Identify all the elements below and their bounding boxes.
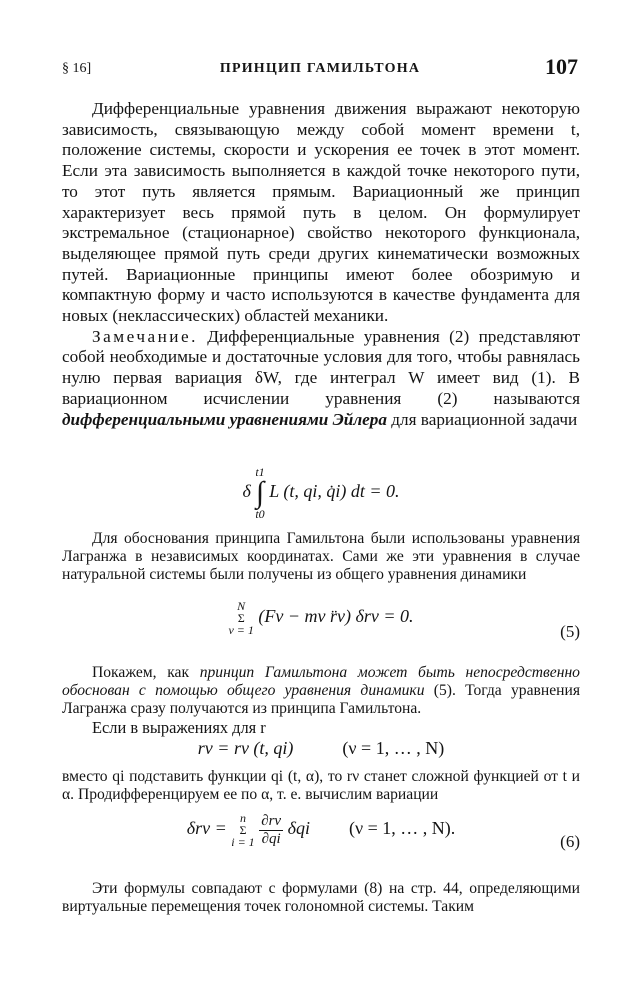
formula-variations-range: (ν = 1, … , N). <box>348 818 456 839</box>
formula-position <box>62 738 580 759</box>
paragraph-substitution: вместо qi подставить функции qi (t, α), то rν станет сложной функцией от t и α. Продифференцируем ее по α, т. е. вычислим вариации <box>62 768 580 804</box>
formula-position-range: (ν = 1, … , N) <box>342 738 445 758</box>
integral-upper: t1 <box>255 465 265 479</box>
body-block-2 <box>62 530 580 585</box>
partial-fraction <box>259 813 283 848</box>
body-block-4 <box>62 768 580 804</box>
equation-number-5: (5) <box>560 622 580 641</box>
formula-variations-tail: δqi <box>287 818 310 839</box>
sum-limits-6 <box>231 812 254 848</box>
remark-text-a: Дифференциальные уравнения (2) представляют собой необходимые и достаточные условия для того, чтобы равнялась нулю первая вариация δW, где интеграл W имеет вид (1). В вариационном исчислении уравнения (2) называются <box>62 326 580 408</box>
sum-limits-5 <box>228 600 253 636</box>
formula-position-body: rν = rν (t, qi) <box>197 738 294 758</box>
paragraph-derivation <box>62 664 580 719</box>
paragraph-expressions: Если в выражениях для r <box>92 717 266 737</box>
equation-number-6: (6) <box>560 832 580 851</box>
sum-upper-6: n <box>239 811 246 825</box>
paragraph-intro: Дифференциальные уравнения движения выражают некоторую зависимость, связывающую между собой момент времени t, положение системы, скорости и ускорения ее точек в этот момент. Если эта зависимость выполняется в каждой точке некоторого пути, то этот путь является прямым. Вариационный же принцип характеризует весь прямой путь в целом. Он формулирует экстремальное (стационарное) свойство некоторого функционала, выделяющее прямой путь среди других кинематически возможных путей. Вариационные принципы имеют более обозримую и компактную форму и часто используются в качестве фундамента для новых (неклассических) областей механики. <box>62 99 580 326</box>
sum-lower-5: ν = 1 <box>228 623 254 637</box>
integral-lower: t0 <box>255 507 265 521</box>
body-block-5 <box>62 880 580 916</box>
section-marker: § 16] <box>62 61 92 76</box>
page-number: 107 <box>545 54 578 79</box>
paragraph-lagrange: Для обоснования принципа Гамильтона были использованы уравнения Лагранжа в независимых координатах. Сами же эти уравнения в случае натуральной системы были получены из общего уравнения динамики <box>62 530 580 584</box>
sum-sign-6: Σ <box>239 823 247 837</box>
remark-label: Замечание. <box>92 326 198 346</box>
body-block-3 <box>62 664 580 737</box>
paragraph-remark <box>62 327 580 431</box>
sum-upper-5: N <box>237 599 246 613</box>
integral-limits <box>255 466 264 520</box>
formula-general-dynamics-body: (Fν − mν r̈ν) δrν = 0. <box>258 606 414 627</box>
integral-sign: ∫ <box>255 476 265 509</box>
sum-sign-5: Σ <box>237 611 245 625</box>
remark-emphasis: дифференциальными уравнениями Эйлера <box>62 409 387 429</box>
formula-euler: δ t1 ∫ t0 L (t, qi, q̇i) dt = 0. <box>242 465 400 521</box>
formula-euler-body: L (t, qi, q̇i) dt = 0. <box>269 481 400 502</box>
derivation-emphasis: принцип Гамильтона может быть непосредственно обоснован с помощью общего уравнения динамики <box>62 664 580 700</box>
sum-lower-6: i = 1 <box>231 835 255 849</box>
body-block-1 <box>62 99 580 430</box>
derivation-text-a: Покажем, как <box>92 664 200 681</box>
fraction-numerator: ∂rν <box>261 812 282 829</box>
formula-general-dynamics <box>62 599 580 641</box>
derivation-text-b: (5). Тогда уравнения Лагранжа сразу получаются из принципа Гамильтона. <box>62 682 580 718</box>
formula-variations <box>62 811 580 851</box>
paragraph-conclusion: Эти формулы совпадают с формулами (8) на стр. 44, определяющими виртуальные перемещения точек голономной системы. Таким <box>62 880 580 916</box>
formula-variations-lhs: δrν = <box>186 818 227 839</box>
page-title: ПРИНЦИП ГАМИЛЬТОНА <box>219 61 421 76</box>
fraction-denominator: ∂qi <box>261 830 281 847</box>
remark-text-b: для вариационной задачи <box>386 409 578 429</box>
running-head <box>62 52 578 82</box>
